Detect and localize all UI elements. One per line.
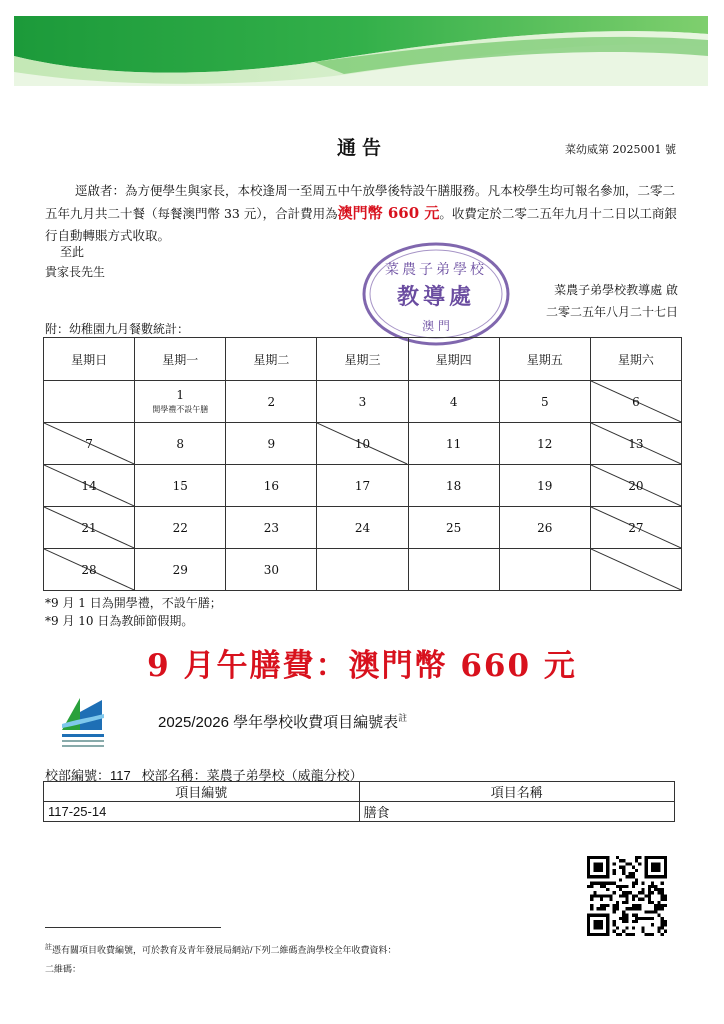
calendar-day-cell bbox=[226, 381, 317, 423]
calendar-day-cell bbox=[317, 549, 408, 591]
day-number: 5 bbox=[540, 394, 549, 409]
no-meal-slash bbox=[591, 549, 681, 590]
calendar-day-cell bbox=[135, 381, 226, 423]
calendar-day-cell bbox=[408, 381, 499, 423]
closing-phrase: 至此 bbox=[60, 245, 85, 259]
calendar-day-cell bbox=[44, 507, 135, 549]
day-number: 22 bbox=[172, 520, 188, 535]
calendar-day-cell bbox=[44, 423, 135, 465]
day-number: 23 bbox=[263, 520, 279, 535]
calendar-week-row bbox=[44, 465, 682, 507]
day-note: 開學禮不設午膳 bbox=[152, 405, 209, 414]
fee-table-title-text: 2025/2026 學年學校收費項目編號表 bbox=[158, 714, 399, 731]
day-number: 24 bbox=[354, 520, 371, 535]
fee-items-table bbox=[43, 781, 675, 822]
day-number: 25 bbox=[445, 520, 462, 535]
calendar-day-cell bbox=[226, 507, 317, 549]
day-number: 21 bbox=[81, 520, 97, 535]
calendar-day-cell bbox=[408, 507, 499, 549]
item-name: 膳食 bbox=[359, 802, 675, 822]
note-item: *9 月 10 日為教師節假期。 bbox=[45, 614, 194, 628]
day-number: 14 bbox=[81, 478, 97, 493]
weekday-header: 星期日 bbox=[44, 338, 135, 381]
issuer-name: 菜農子弟學校教導處 啟 bbox=[554, 283, 678, 297]
header-wave-banner bbox=[14, 16, 708, 86]
weekday-header: 星期四 bbox=[408, 338, 499, 381]
dsedj-logo-icon bbox=[58, 694, 108, 750]
weekday-header: 星期三 bbox=[317, 338, 408, 381]
stamp-school-name: 菜農子弟學校 bbox=[385, 262, 487, 278]
reference-number: 菜幼威第 2025001 號 bbox=[565, 143, 676, 156]
table-row bbox=[44, 802, 675, 822]
calendar-caption: 附：幼稚園九月餐數統計： bbox=[45, 322, 190, 336]
weekday-header: 星期二 bbox=[226, 338, 317, 381]
calendar-day-cell bbox=[226, 549, 317, 591]
calendar-day-cell bbox=[317, 465, 408, 507]
school-name: 校部名稱：菜農子弟學校（威龍分校） bbox=[141, 768, 363, 783]
day-number: 9 bbox=[267, 436, 276, 451]
official-seal-stamp-icon bbox=[360, 240, 512, 348]
day-number: 27 bbox=[628, 520, 644, 535]
calendar-day-cell bbox=[408, 423, 499, 465]
day-number: 4 bbox=[449, 394, 458, 409]
day-number: 15 bbox=[172, 478, 188, 493]
footnote-marker: 註 bbox=[398, 713, 408, 723]
day-number: 8 bbox=[176, 436, 185, 451]
calendar-day-cell bbox=[135, 549, 226, 591]
calendar-body bbox=[44, 381, 682, 591]
calendar-week-row bbox=[44, 381, 682, 423]
calendar-week-row bbox=[44, 423, 682, 465]
calendar-day-cell bbox=[499, 465, 590, 507]
weekday-header: 星期一 bbox=[135, 338, 226, 381]
calendar-day-cell bbox=[135, 507, 226, 549]
calendar-day-cell bbox=[317, 423, 408, 465]
calendar-day-cell bbox=[135, 423, 226, 465]
day-number: 12 bbox=[537, 436, 553, 451]
col-item-name: 項目名稱 bbox=[359, 782, 675, 802]
addressee: 貴家長先生 bbox=[45, 265, 106, 279]
calendar-notes bbox=[45, 594, 222, 630]
calendar-day-cell bbox=[44, 381, 135, 423]
calendar-day-cell bbox=[590, 381, 681, 423]
day-number: 28 bbox=[81, 562, 97, 577]
calendar-day-cell bbox=[226, 423, 317, 465]
day-number: 16 bbox=[263, 478, 279, 493]
calendar-day-cell bbox=[44, 549, 135, 591]
day-number: 19 bbox=[537, 478, 553, 493]
meal-calendar-table bbox=[43, 337, 682, 591]
calendar-day-cell bbox=[499, 507, 590, 549]
day-number: 30 bbox=[263, 562, 279, 577]
day-number: 11 bbox=[445, 436, 462, 451]
school-code: 校部編號：117 bbox=[45, 768, 131, 783]
footnote-divider bbox=[45, 927, 221, 928]
footnote-mark: 註 bbox=[45, 944, 52, 951]
day-number: 10 bbox=[354, 436, 371, 451]
calendar-day-cell bbox=[499, 423, 590, 465]
calendar-day-cell bbox=[590, 465, 681, 507]
calendar-day-cell bbox=[135, 465, 226, 507]
stamp-dept-name: 教導處 bbox=[396, 284, 476, 310]
calendar-day-cell bbox=[226, 465, 317, 507]
issuer-block bbox=[546, 279, 678, 323]
day-number: 29 bbox=[172, 562, 188, 577]
body-text-prefix: 逕啟者：為方便學生與家長，本校逢周一至周五中午放學後特設午膳服務。凡本校學生均可報名參加，二零二五年九月共二十餐（每餐澳門幣 33 元），合計費用為 bbox=[45, 183, 676, 221]
qr-label: 二維碼： bbox=[45, 964, 82, 974]
qr-code-icon[interactable] bbox=[587, 856, 667, 936]
calendar-day-cell bbox=[590, 507, 681, 549]
day-number: 13 bbox=[628, 436, 644, 451]
notice-body bbox=[45, 180, 685, 247]
calendar-day-cell bbox=[499, 549, 590, 591]
footnote-text: 憑有關項目收費編號，可於教育及青年發展局網站/下列二維碼查詢學校全年收費資料： bbox=[52, 945, 397, 955]
day-number: 2 bbox=[267, 394, 276, 409]
calendar-day-cell bbox=[408, 465, 499, 507]
calendar-day-cell bbox=[499, 381, 590, 423]
stamp-city: 澳 門 bbox=[422, 319, 450, 333]
item-code: 117-25-14 bbox=[44, 802, 360, 822]
calendar-day-cell bbox=[317, 507, 408, 549]
calendar-day-cell bbox=[590, 423, 681, 465]
calendar-header-row bbox=[44, 338, 682, 381]
col-item-code: 項目編號 bbox=[44, 782, 360, 802]
day-number: 20 bbox=[628, 478, 644, 493]
body-fee-highlight: 澳門幣 660 元 bbox=[337, 204, 440, 222]
day-number: 26 bbox=[537, 520, 553, 535]
day-number: 1 bbox=[176, 388, 185, 402]
issue-date: 二零二五年八月二十七日 bbox=[545, 305, 678, 319]
day-number: 17 bbox=[354, 478, 371, 493]
day-number: 6 bbox=[632, 394, 640, 409]
weekday-header: 星期五 bbox=[499, 338, 590, 381]
day-number: 18 bbox=[445, 478, 462, 493]
body-text-suffix: 。收費定於二零二五年九月十二日以工商銀行自動轉賬方式收取。 bbox=[45, 206, 677, 243]
note-item: *9 月 1 日為開學禮，不設午膳； bbox=[45, 596, 222, 610]
calendar-day-cell bbox=[408, 549, 499, 591]
notice-title: 通告 bbox=[336, 137, 387, 159]
calendar-day-cell bbox=[590, 549, 681, 591]
fee-table-header-row bbox=[44, 782, 675, 802]
fee-headline: 9 月午膳費：澳門幣 660 元 bbox=[147, 648, 577, 684]
calendar-day-cell bbox=[44, 465, 135, 507]
footnote bbox=[45, 938, 397, 979]
day-number: 3 bbox=[358, 394, 367, 409]
calendar-day-cell bbox=[317, 381, 408, 423]
calendar-week-row bbox=[44, 549, 682, 591]
fee-table-title bbox=[158, 711, 407, 732]
weekday-header: 星期六 bbox=[590, 338, 681, 381]
calendar-week-row bbox=[44, 507, 682, 549]
day-number: 7 bbox=[85, 436, 93, 451]
